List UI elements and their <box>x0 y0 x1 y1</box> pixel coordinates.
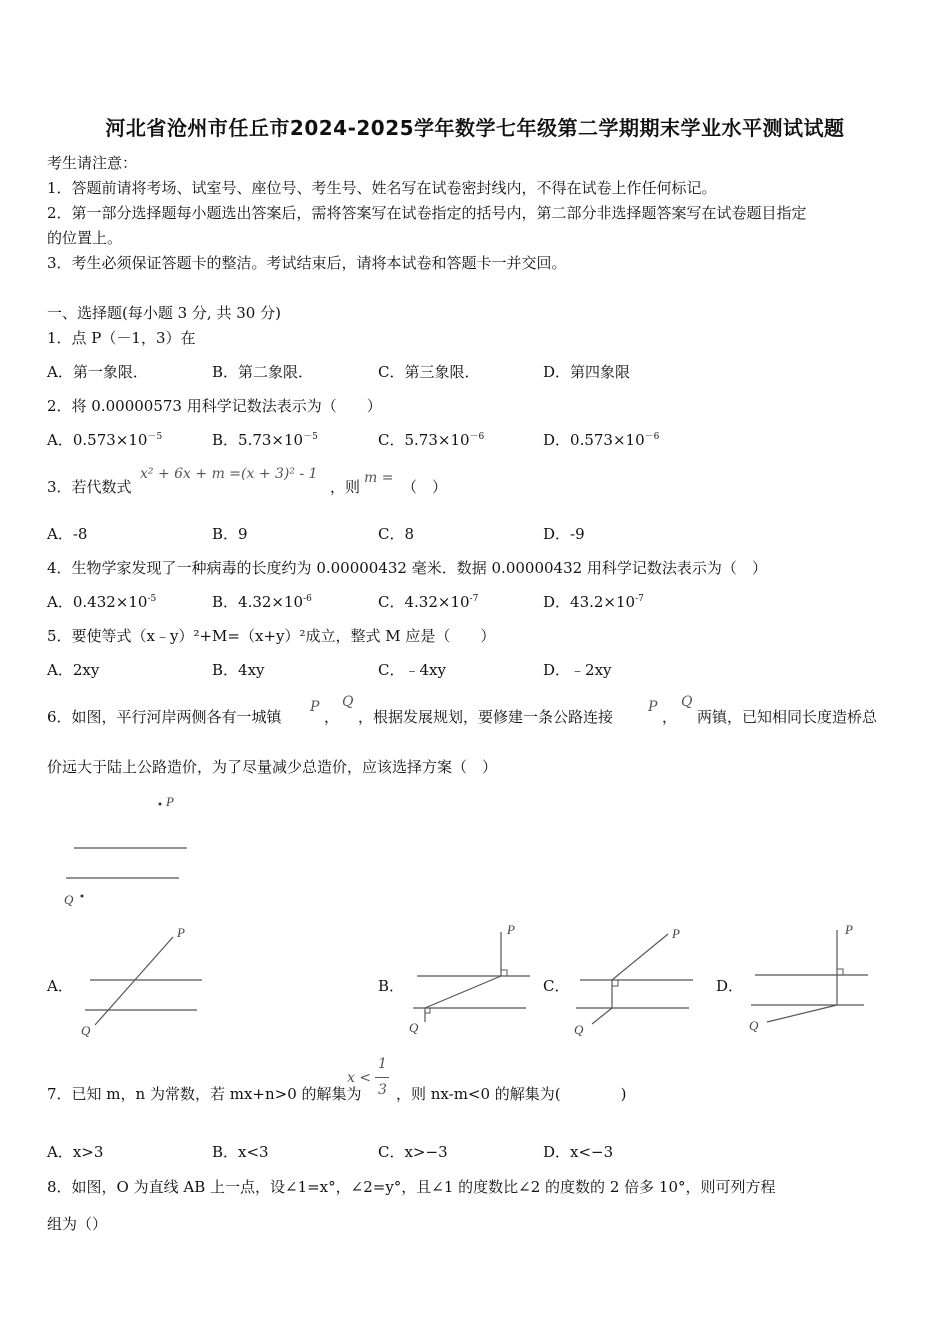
q4-option-b[interactable]: B．$4.32\times 10^{-6}$ <box>212 593 312 611</box>
point-q-label: Q <box>64 892 74 907</box>
q5-option-a[interactable]: A．2xy <box>47 661 100 679</box>
notice-item: 的位置上。 <box>47 229 123 247</box>
q3-option-b[interactable]: B．9 <box>212 525 248 543</box>
q5-option-b[interactable]: B．4xy <box>212 661 265 679</box>
q6-separator: ， <box>324 708 340 726</box>
q6-p-label: P <box>310 699 320 715</box>
question-3-stem-suffix: （ ） <box>402 478 448 496</box>
point-p-label: P <box>166 794 174 809</box>
q6-option-d-figure[interactable] <box>745 920 875 1040</box>
q6-option-d[interactable]: D． <box>716 977 744 995</box>
q1-option-b[interactable]: B．第二象限． <box>212 363 314 381</box>
q6-option-b[interactable]: B． <box>378 977 405 995</box>
q7-fraction-bar <box>375 1077 389 1078</box>
page-title: 河北省沧州市任丘市2024-2025学年数学七年级第二学期期末学业水平测试试题 <box>105 116 845 140</box>
svg-text:P: P <box>672 926 680 941</box>
q7-option-d[interactable]: D．x<−3 <box>543 1143 614 1161</box>
q2-option-c[interactable]: C．$5.73\times 10^{-6}$ <box>378 431 485 449</box>
question-6-line1-b: ，根据发展规划，要修建一条公路连接 <box>358 708 614 726</box>
q6-option-a[interactable]: A． <box>47 977 73 995</box>
question-8-line1: 8．如图，O 为直线 AB 上一点，设∠1=x°，∠2=y°，且∠1 的度数比∠2 的度数的 2 倍多 10°，则可列方程 <box>47 1178 776 1196</box>
question-6-line1-c: 两镇，已知相同长度造桥总 <box>697 708 878 726</box>
question-2-stem: 2．将 0.00000573 用科学记数法表示为（ ） <box>47 397 382 415</box>
q5-option-d[interactable]: D．﹣2xy <box>543 661 612 679</box>
q4-option-d[interactable]: D．$43.2\times 10^{-7}$ <box>543 593 644 611</box>
question-1-stem: 1．点 P（－1，3）在 <box>47 329 196 347</box>
q6-option-c-figure[interactable] <box>570 920 700 1040</box>
q1-option-a[interactable]: A．第一象限． <box>47 363 148 381</box>
q6-q-label-2: Q <box>681 694 693 710</box>
q7-option-c[interactable]: C．x>−3 <box>378 1143 448 1161</box>
q2-option-a[interactable]: A．$0.573\times 10^{-5}$ <box>47 431 163 449</box>
svg-text:Q: Q <box>749 1018 759 1033</box>
svg-text:Q: Q <box>81 1023 91 1038</box>
notice-heading: 考生请注意： <box>47 154 138 172</box>
q6-separator-2: ， <box>662 708 678 726</box>
river-figure <box>60 790 200 915</box>
q7-fraction-numerator: 1 <box>378 1056 387 1072</box>
q6-option-c[interactable]: C． <box>543 977 570 995</box>
question-6-line2: 价远大于陆上公路造价，为了尽量减少总造价，应该选择方案（ ） <box>47 758 498 776</box>
q5-option-c[interactable]: C．﹣4xy <box>378 661 446 679</box>
q2-option-d[interactable]: D．$0.573\times 10^{-6}$ <box>543 431 660 449</box>
notice-item: 3．考生必须保证答题卡的整洁。考试结束后，请将本试卷和答题卡一并交回。 <box>47 254 567 272</box>
q3-variable: m = <box>364 470 394 486</box>
q7-option-b[interactable]: B．x<3 <box>212 1143 269 1161</box>
section-heading: 一、选择题(每小题 3 分, 共 30 分) <box>47 304 281 322</box>
q6-option-a-figure[interactable] <box>75 925 205 1040</box>
q6-p-label-2: P <box>648 699 658 715</box>
q4-option-c[interactable]: C．$4.32\times 10^{-7}$ <box>378 593 479 611</box>
question-8-line2: 组为（） <box>47 1215 108 1233</box>
q3-option-a[interactable]: A．-8 <box>47 525 88 543</box>
q2-option-b[interactable]: B．$5.73\times 10^{-5}$ <box>212 431 318 449</box>
question-6-line1-a: 6．如图，平行河岸两侧各有一城镇 <box>47 708 282 726</box>
question-3-stem-prefix: 3．若代数式 <box>47 478 132 496</box>
q3-option-c[interactable]: C．8 <box>378 525 415 543</box>
svg-text:P: P <box>177 925 185 940</box>
question-3-stem-mid: ，则 <box>330 478 361 496</box>
q3-expression: x² + 6x + m =(x + 3)² - 1 <box>140 466 318 482</box>
q7-option-a[interactable]: A．x>3 <box>47 1143 104 1161</box>
q7-fraction-denominator: 3 <box>378 1082 387 1098</box>
notice-item: 2．第一部分选择题每小题选出答案后，需将答案写在试卷指定的括号内，第二部分非选择题答案写在试卷题目指定 <box>47 204 807 222</box>
q6-option-b-figure[interactable] <box>405 920 535 1040</box>
question-4-stem: 4．生物学家发现了一种病毒的长度约为 0.00000432 毫米．数据 0.00000432 用科学记数法表示为（ ） <box>47 559 767 577</box>
notice-item: 1．答题前请将考场、试室号、座位号、考生号、姓名写在试卷密封线内，不得在试卷上作任何标记。 <box>47 179 717 197</box>
q7-inequality: x < <box>347 1070 372 1086</box>
question-7-stem-b: ，则 nx-m<0 的解集为( ) <box>396 1085 627 1103</box>
q4-option-a[interactable]: A．$0.432\times 10^{-5}$ <box>47 593 157 611</box>
svg-text:P: P <box>507 922 515 937</box>
question-7-stem-a: 7．已知 m，n 为常数，若 mx+n>0 的解集为 <box>47 1085 362 1103</box>
svg-text:Q: Q <box>574 1022 584 1037</box>
question-5-stem: 5．要使等式（x﹣y）²+M=（x+y）²成立，整式 M 应是（ ） <box>47 627 496 645</box>
q3-option-d[interactable]: D．-9 <box>543 525 585 543</box>
svg-text:P: P <box>845 922 853 937</box>
q6-q-label: Q <box>342 694 354 710</box>
q1-option-d[interactable]: D．第四象限 <box>543 363 631 381</box>
svg-text:Q: Q <box>409 1020 419 1035</box>
q1-option-c[interactable]: C．第三象限． <box>378 363 480 381</box>
